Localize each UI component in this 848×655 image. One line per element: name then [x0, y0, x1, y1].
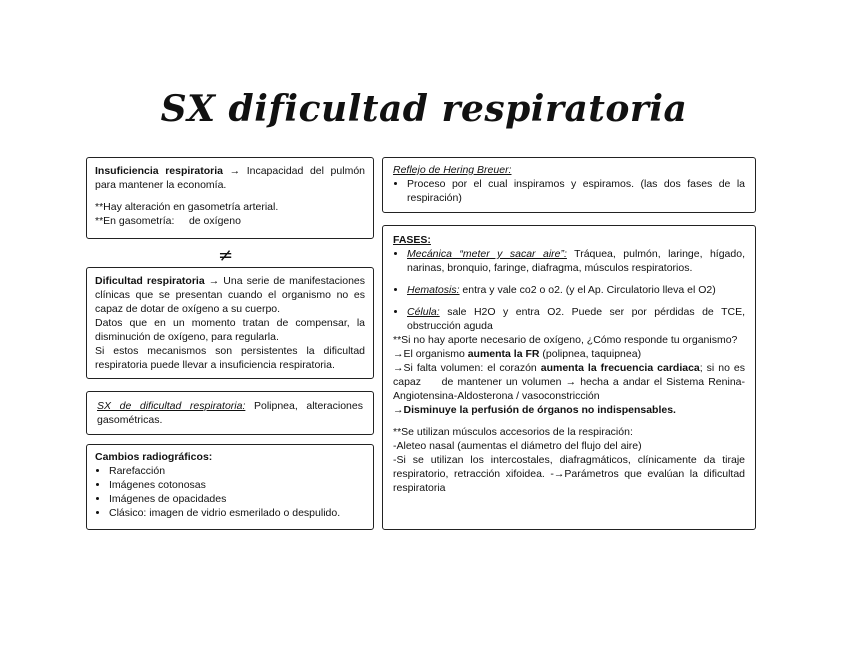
perfusion-response: →Disminuye la perfusión de órganos no indispensables. [393, 404, 676, 416]
list-item: • Clásico: imagen de vidrio esmerilado o despulido. [109, 506, 365, 520]
fr-response-b: aumenta la FR [467, 348, 540, 360]
gasometria-note-1: **Hay alteración en gasometría arterial. [95, 201, 279, 213]
volume-response-a: →Si falta volumen: el corazón [393, 362, 541, 374]
sx-term: SX de dificultad respiratoria: [97, 400, 246, 412]
list-item: • Proceso por el cual inspiramos y espiramos. (las dos fases de la respiración) [407, 177, 745, 205]
mecanica-text: Tráquea, pulmón, laringe, hígado, narinas, bronquio, faringe, diafragma, músculos respiratorios. [407, 248, 745, 274]
volume-response-b: aumenta la frecuencia cardiaca [540, 362, 700, 374]
sx-def: Polipnea, alteraciones gasométricas. [97, 400, 363, 426]
hematosis-text: entra y vale co2 o o2. (y el Ap. Circulatorio lleva el O2) [459, 284, 716, 296]
volume-response [393, 361, 748, 403]
muscles-line-2: -Si se utilizan los intercostales, diafragmáticos, clínicamente da tiraje respiratorio, retracción xifoidea. -→Parámetros que evalúan la dificultad respiratoria [393, 454, 745, 494]
fases-list-1 [393, 247, 745, 275]
volume-response-c: ; si no es capaz de mantener un volumen → hecha a andar el Sistema Renina-Angiotensina-Aldosterona / vasoconstricción [393, 362, 748, 402]
celula-label: Célula: [407, 306, 440, 318]
muscles-line-1: -Aleteo nasal (aumentas el diámetro del flujo del aire) [393, 440, 642, 452]
mecanica-label: Mecánica “meter y sacar aire”: [407, 248, 567, 260]
list-item [407, 283, 745, 297]
list-item: • Rarefacción [109, 464, 365, 478]
sx-definition [97, 399, 363, 427]
insuficiencia-def: → Incapacidad del pulmón para mantener la economía. [95, 165, 365, 191]
dificultad-line-3: Si estos mecanismos son persistentes la dificultad respiratoria puede llevar a insuficiencia respiratoria. [95, 345, 365, 371]
not-equal-symbol: ≠ [218, 245, 234, 266]
dificultad-term: Dificultad respiratoria [95, 275, 205, 287]
sx-box [86, 391, 374, 435]
page-title: SX dificultad respiratoria [160, 88, 688, 130]
muscles-heading: **Se utilizan músculos accesorios de la respiración: [393, 426, 633, 438]
fases-box [382, 225, 756, 530]
dificultad-box [86, 267, 374, 379]
reflejo-list [393, 177, 745, 205]
fr-response [393, 347, 745, 361]
dificultad-definition [95, 274, 365, 316]
cambios-box [86, 444, 374, 530]
dificultad-def: → Una serie de manifestaciones clínicas que se presentan cuando el organismo no es capaz de dotar de oxígeno a su cuerpo. [95, 275, 365, 315]
dificultad-line-2: Datos que en un momento tratan de compensar, la disminución de oxígeno, para regularla. [95, 317, 365, 343]
insuficiencia-term: Insuficiencia respiratoria [95, 165, 223, 177]
list-item: • Imágenes de opacidades [109, 492, 365, 506]
insuficiencia-box [86, 157, 374, 239]
hematosis-label: Hematosis: [407, 284, 460, 296]
reflejo-box [382, 157, 756, 213]
list-item [407, 247, 745, 275]
fases-list-2 [393, 283, 745, 297]
organism-question: **Si no hay aporte necesario de oxígeno, ¿Cómo responde tu organismo? [393, 334, 738, 346]
insuficiencia-definition [95, 164, 365, 192]
list-item [407, 305, 745, 333]
celula-text: sale H2O y entra O2. Puede ser por pérdidas de TCE, obstrucción aguda [407, 306, 745, 332]
reflejo-heading: Reflejo de Hering Breuer: [393, 164, 512, 176]
fr-response-c: (polipnea, taquipnea) [539, 348, 642, 360]
fases-heading: FASES: [393, 234, 431, 246]
fases-list-3 [393, 305, 745, 333]
cambios-list [95, 464, 365, 520]
list-item: • Imágenes cotonosas [109, 478, 365, 492]
gasometria-note-2: **En gasometría: de oxígeno [95, 215, 241, 227]
cambios-heading: Cambios radiográficos: [95, 451, 213, 463]
fr-response-a: →El organismo [393, 348, 468, 360]
